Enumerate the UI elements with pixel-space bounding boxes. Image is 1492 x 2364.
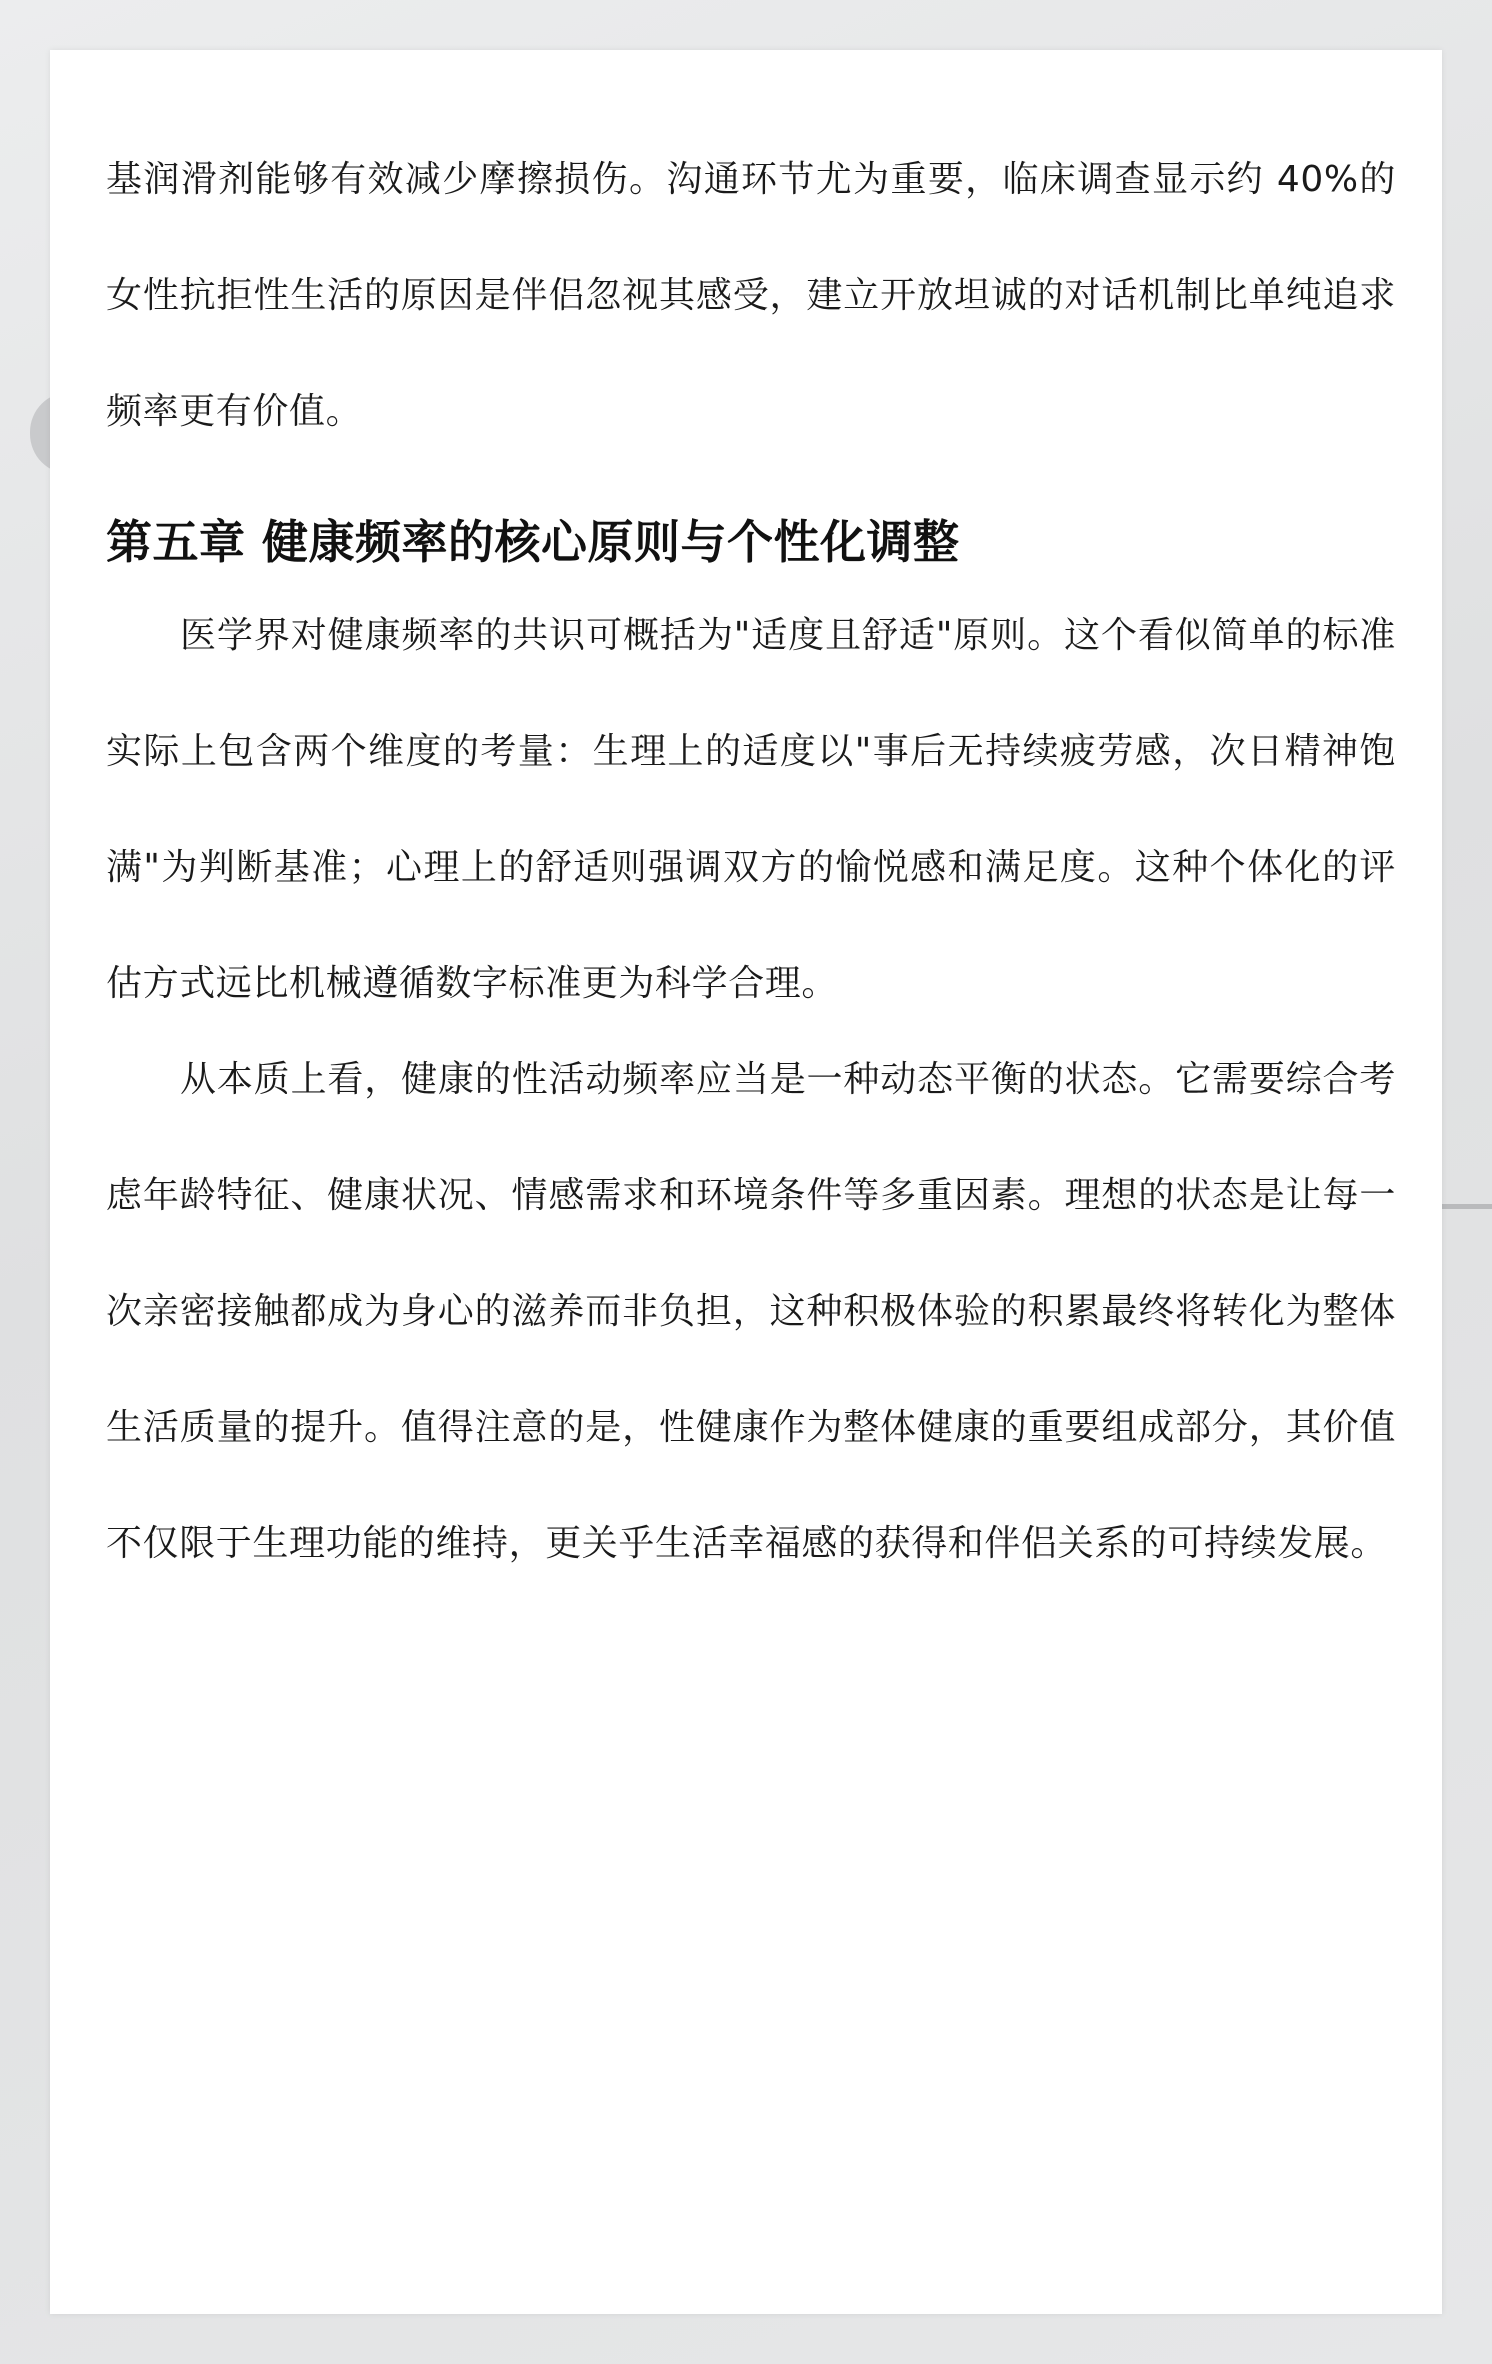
background-edge-line bbox=[1440, 1204, 1492, 1209]
paragraph-principle: 医学界对健康频率的共识可概括为"适度且舒适"原则。这个看似简单的标准实际上包含两个维度的考量：生理上的适度以"事后无持续疲劳感，次日精神饱满"为判断基准；心理上的舒适则强调双方的愉悦感和满足度。这种个体化的评估方式远比机械遵循数字标准更为科学合理。 bbox=[106, 615, 1396, 1004]
chapter-heading: 第五章 健康频率的核心原则与个性化调整 bbox=[106, 515, 960, 569]
paragraph-balance: 从本质上看，健康的性活动频率应当是一种动态平衡的状态。它需要综合考虑年龄特征、健康状况、情感需求和环境条件等多重因素。理想的状态是让每一次亲密接触都成为身心的滋养而非负担，这种积极体验的积累最终将转化为整体生活质量的提升。值得注意的是，性健康作为整体健康的重要组成部分，其价值不仅限于生理功能的维持，更关乎生活幸福感的获得和伴侣关系的可持续发展。 bbox=[106, 1059, 1396, 1564]
document-page bbox=[50, 50, 1442, 2314]
page-content bbox=[106, 159, 1396, 1602]
paragraph-continuation: 基润滑剂能够有效减少摩擦损伤。沟通环节尤为重要，临床调查显示约 40%的女性抗拒性生活的原因是伴侣忽视其感受，建立开放坦诚的对话机制比单纯追求频率更有价值。 bbox=[106, 159, 1396, 432]
